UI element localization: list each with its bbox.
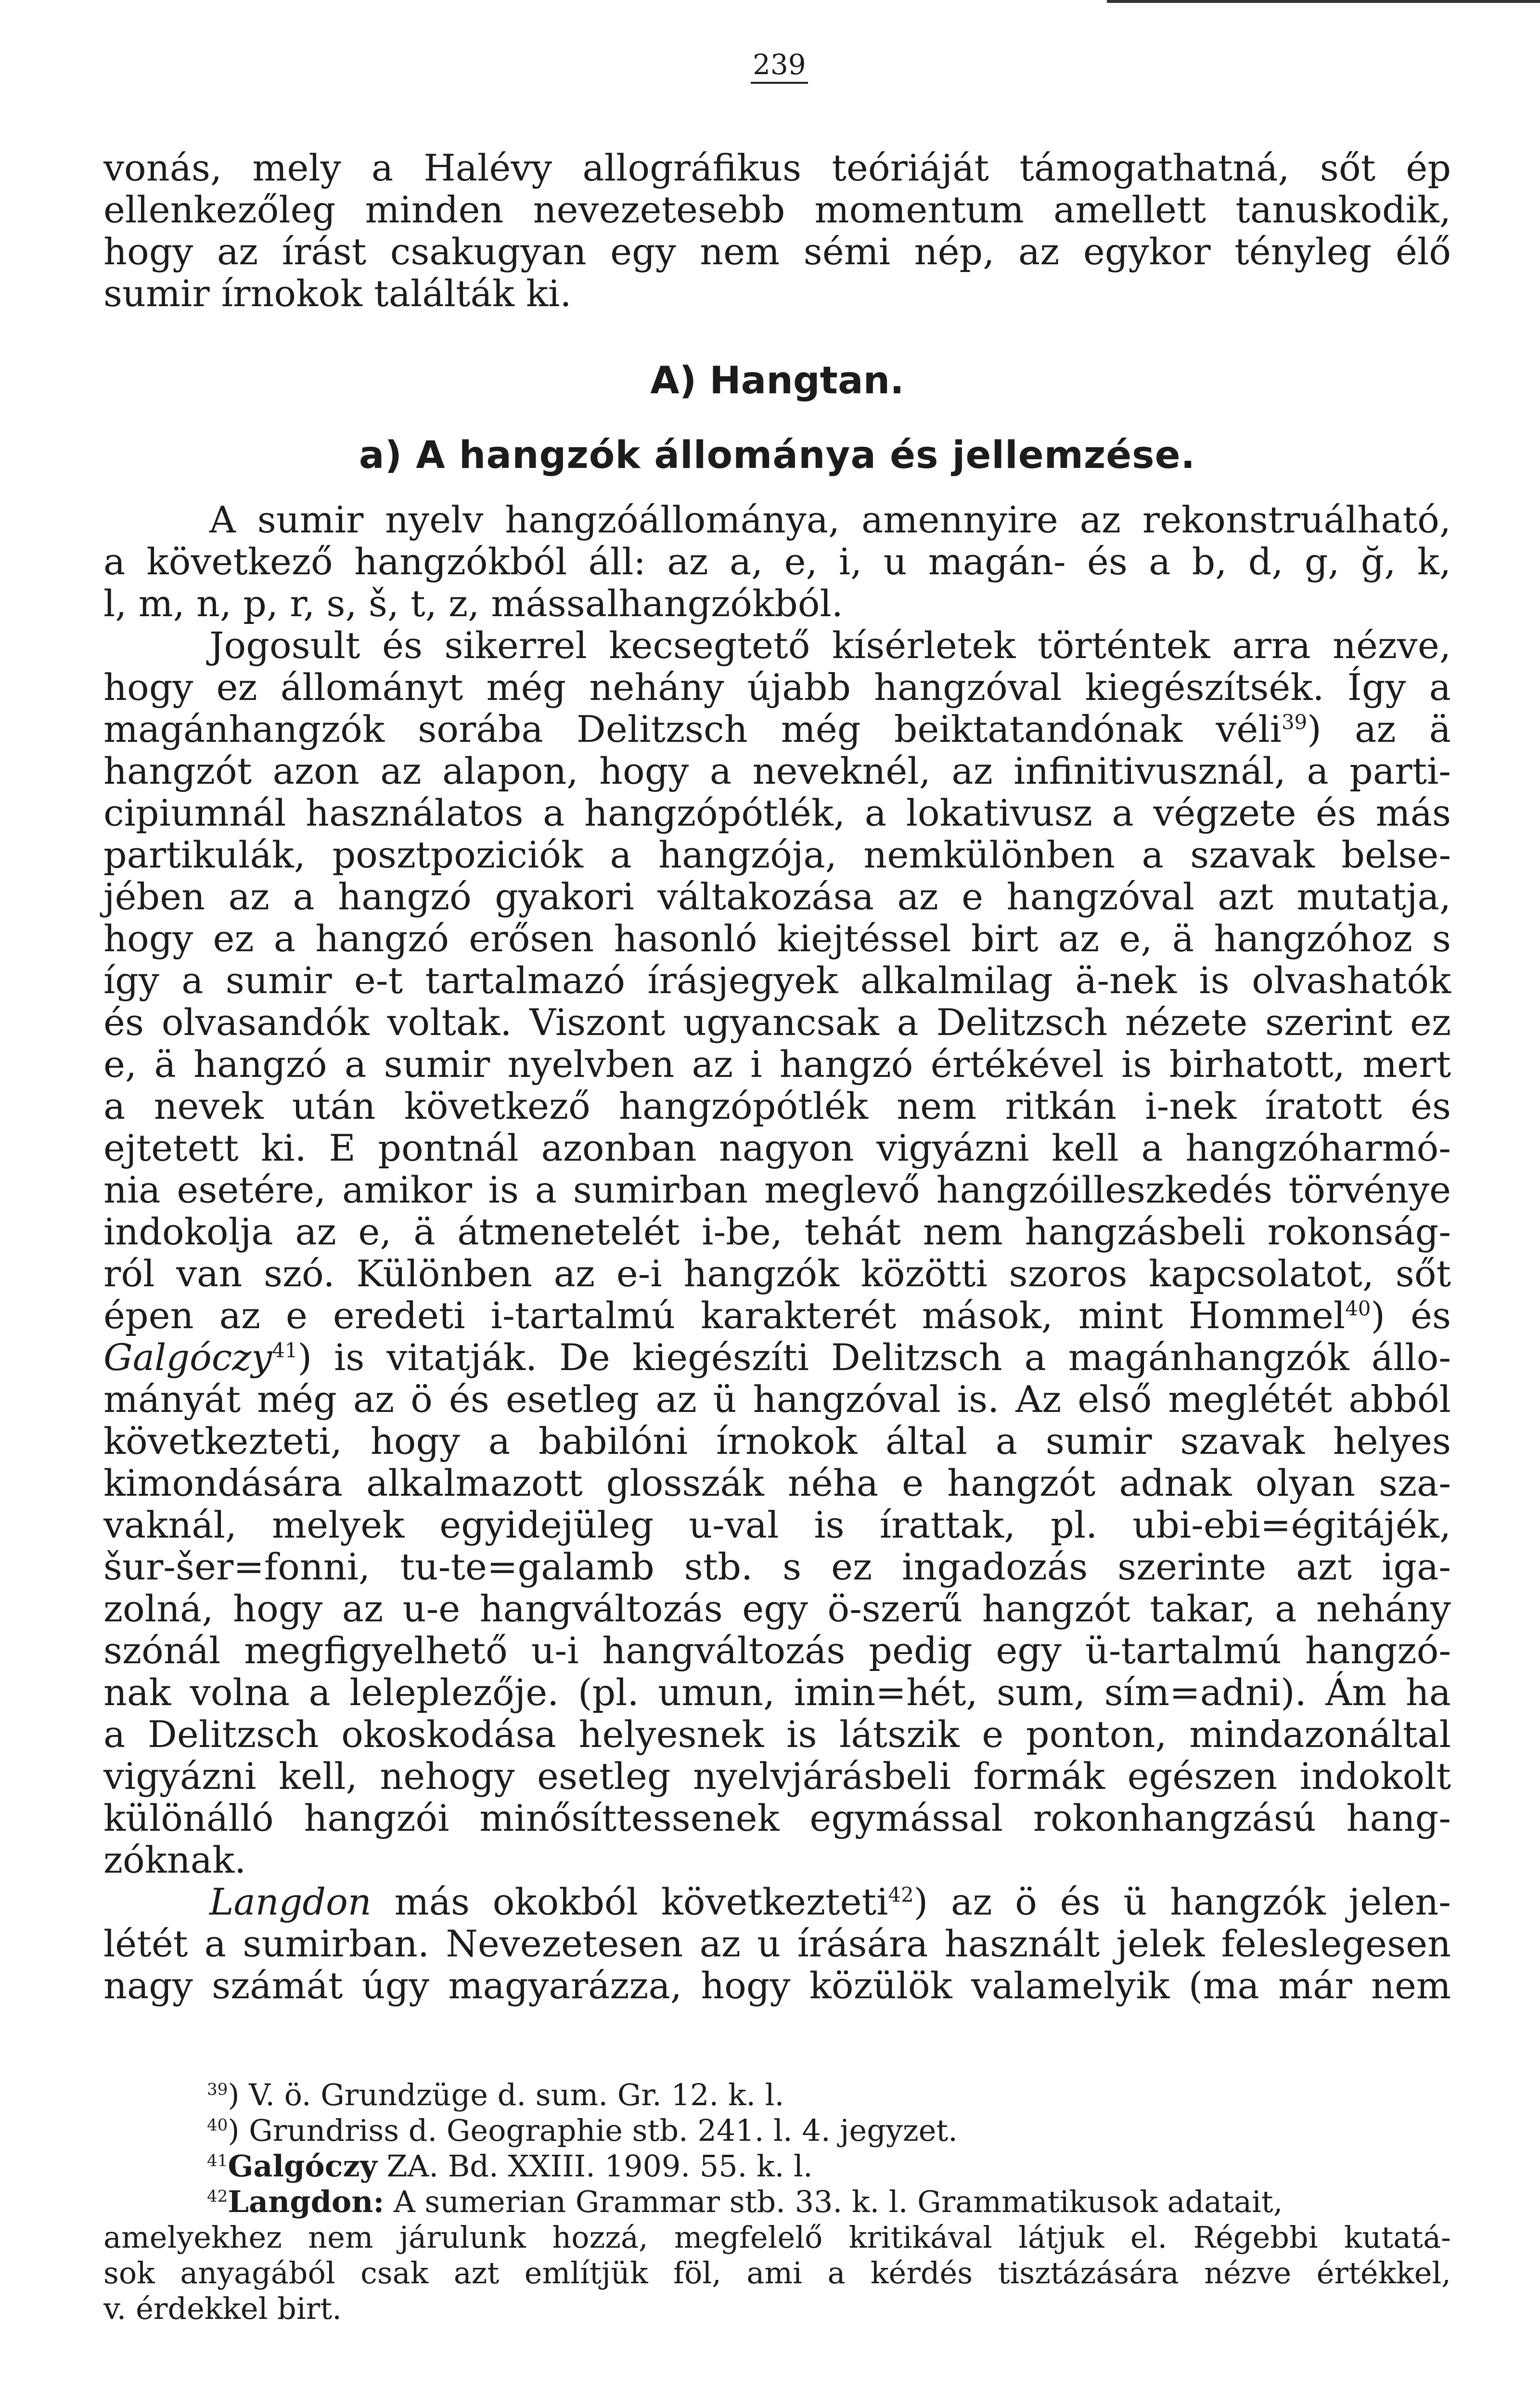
text-line: ejtetett ki. E pontnál azonban nagyon vigyázni kell a hangzóharmó- [103,1126,1451,1169]
footnote-ref: 40 [1345,1296,1371,1320]
text-line: mányát még az ö és esetleg az ü hangzóval is. Az első meglétét abból [103,1378,1451,1421]
footnote-text: ) Grundriss d. Geographie stb. 241. l. 4. jegyzet. [228,2113,958,2148]
text-line: cipiumnál használatos a hangzópótlék, a lokativusz a végzete és más [103,791,1451,834]
footnote [103,2113,1451,2148]
text-line [103,1336,1451,1378]
footnote-author: Langdon: [228,2184,385,2219]
text-line: nak volna a leleplezője. (pl. umun, imin=hét, sum, sím=adni). Ám ha [103,1671,1451,1714]
text-line: így a sumir e-t tartalmazó írásjegyek alkalmilag ä-nek is olvashatók [103,959,1451,1002]
page-number: 239 [751,48,808,84]
text-line: nia esetére, amikor is a sumirban meglevő hangzóilleszkedés törvénye [103,1168,1451,1211]
text-line: következteti, hogy a babilóni írnokok által a sumir szavak helyes [103,1420,1451,1462]
footnote-number: 42 [207,2187,228,2206]
text-line: partikulák, posztpoziciók a hangzója, nemkülönben a szavak belse- [103,833,1451,876]
text-line: hogy az írást csakugyan egy nem sémi nép, az egykor tényleg élő [103,230,1451,273]
text-line [103,1294,1451,1336]
text-line: vonás, mely a Halévy allográfikus teóriáját támogathatná, sőt ép [103,146,1451,189]
text-line: a nevek után következő hangzópótlék nem ritkán i-nek íratott és [103,1085,1451,1127]
footnote-ref: 42 [888,1883,914,1907]
author-name: Langdon [209,1880,372,1923]
text-line: Jogosult és sikerrel kecsegtető kísérletek történtek arra nézve, [209,624,1451,667]
text-line: vigyázni kell, nehogy esetleg nyelvjárásbeli formák egészen indokolt [103,1755,1451,1798]
text-fragment: Galgóczy [103,1336,272,1379]
text-line: šur-šer=fonni, tu-te=galamb stb. s ez ingadozás szerinte azt iga- [103,1545,1451,1588]
footnote-continuation: v. érdekkel birt. [103,2291,342,2326]
footnote-author: Galgóczy [228,2148,377,2184]
text-line: zóknak. [103,1838,246,1881]
text-line: és olvasandók voltak. Viszont ugyancsak a Delitzsch nézete szerint ez [103,1001,1451,1044]
text-line: különálló hangzói minősíttessenek egymással rokonhangzású hang- [103,1797,1451,1839]
text-fragment: ) az ä [1307,708,1451,751]
text-fragment: ) az ö és ü hangzók jelen- [913,1880,1451,1923]
main-text [103,147,1451,2006]
text-line: kimondására alkalmazott glosszák néha e hangzót adnak olyan sza- [103,1462,1451,1504]
text-line: e, ä hangzó a sumir nyelvben az i hangzó értékével is birhatott, mert [103,1043,1451,1086]
text-line: a következő hangzókból áll: az a, e, i, u magán- és a b, d, g, ğ, k, [103,540,1451,583]
text-line: indokolja az e, ä átmenetelét i-be, tehát nem hangzásbeli rokonság- [103,1210,1451,1253]
footnotes [103,2077,1451,2327]
paragraph-delitzsch [103,624,1451,1881]
text-line: A sumir nyelv hangzóállománya, amennyire az rekonstruálható, [209,498,1451,541]
text-line: hogy ez a hangzó erősen hasonló kiejtéssel birt az e, ä hangzóhoz s [103,917,1451,960]
footnote-continuation: sok anyagából csak azt említjük föl, ami a kérdés tisztázására nézve értékkel, [103,2255,1451,2291]
footnote [103,2077,1451,2113]
top-rule [1107,0,1540,3]
text-fragment: épen az e eredeti i-tartalmú karakterét mások, mint Hommel [103,1294,1346,1337]
text-line: ról van szó. Különben az e-i hangzók közötti szoros kapcsolatot, sőt [103,1252,1451,1295]
text-line [103,1881,1451,1923]
footnote-number: 39 [207,2080,228,2099]
paragraph-langdon [103,1881,1451,2006]
paragraph-inventory [103,499,1451,624]
text-line: nagy számát úgy magyarázza, hogy közülök valamelyik (ma már nem [103,1964,1451,2007]
footnote-ref: 39 [1281,710,1308,734]
footnote-text: ZA. Bd. XXIII. 1909. 55. k. l. [377,2148,813,2184]
footnote-number: 41 [207,2151,228,2171]
text-line: zolná, hogy az u-e hangváltozás egy ö-szerű hangzót takar, a nehány [103,1587,1451,1630]
text-line: létét a sumirban. Nevezetesen az u írására használt jelek feleslegesen [103,1922,1451,1965]
text-line: hogy ez állományt még nehány újabb hangzóval kiegészítsék. Így a [103,666,1451,709]
subsection-heading: a) A hangzók állománya és jellemzése. [359,434,1196,477]
text-fragment: magánhangzók sorába Delitzsch még beiktatandónak véli [103,708,1282,751]
footnote-ref: 41 [272,1338,298,1362]
text-line: ellenkezőleg minden nevezetesebb momentum amellett tanuskodik, [103,188,1451,231]
text-line: l, m, n, p, r, s, š, t, z, mássalhangzókból. [103,582,843,625]
text-line: vaknál, melyek egyidejüleg u-val is írattak, pl. ubi-ebi=égitájék, [103,1503,1451,1546]
text-line: sumir írnokok találták ki. [103,272,572,315]
footnote [103,2184,1451,2220]
text-line: szónál megfigyelhető u-i hangváltozás pedig egy ü-tartalmú hangzó- [103,1629,1451,1672]
footnote [103,2148,1451,2184]
text-fragment: ) is vitatják. De kiegészíti Delitzsch a magánhangzók állo- [297,1336,1451,1379]
text-line: a Delitzsch okoskodása helyesnek is látszik e ponton, mindazonáltal [103,1713,1451,1756]
footnote-text: A sumerian Grammar stb. 33. k. l. Grammatikusok adatait, [384,2184,1283,2219]
footnote-number: 40 [207,2115,228,2135]
footnote-continuation: amelyekhez nem járulunk hozzá, megfelelő kritikával látjuk el. Régebbi kutatá- [103,2220,1451,2255]
text-line: jében az a hangzó gyakori váltakozása az e hangzóval azt mutatja, [103,875,1451,918]
section-heading: A) Hangtan. [650,359,904,402]
text-line [103,708,1451,750]
text-fragment: ) és [1371,1294,1451,1337]
text-fragment: más okokból következteti [394,1880,888,1923]
footnote-text: ) V. ö. Grundzüge d. sum. Gr. 12. k. l. [228,2077,784,2112]
text-line: hangzót azon az alapon, hogy a neveknél, az infinitivusznál, a parti- [103,750,1451,792]
intro-paragraph [103,147,1451,314]
